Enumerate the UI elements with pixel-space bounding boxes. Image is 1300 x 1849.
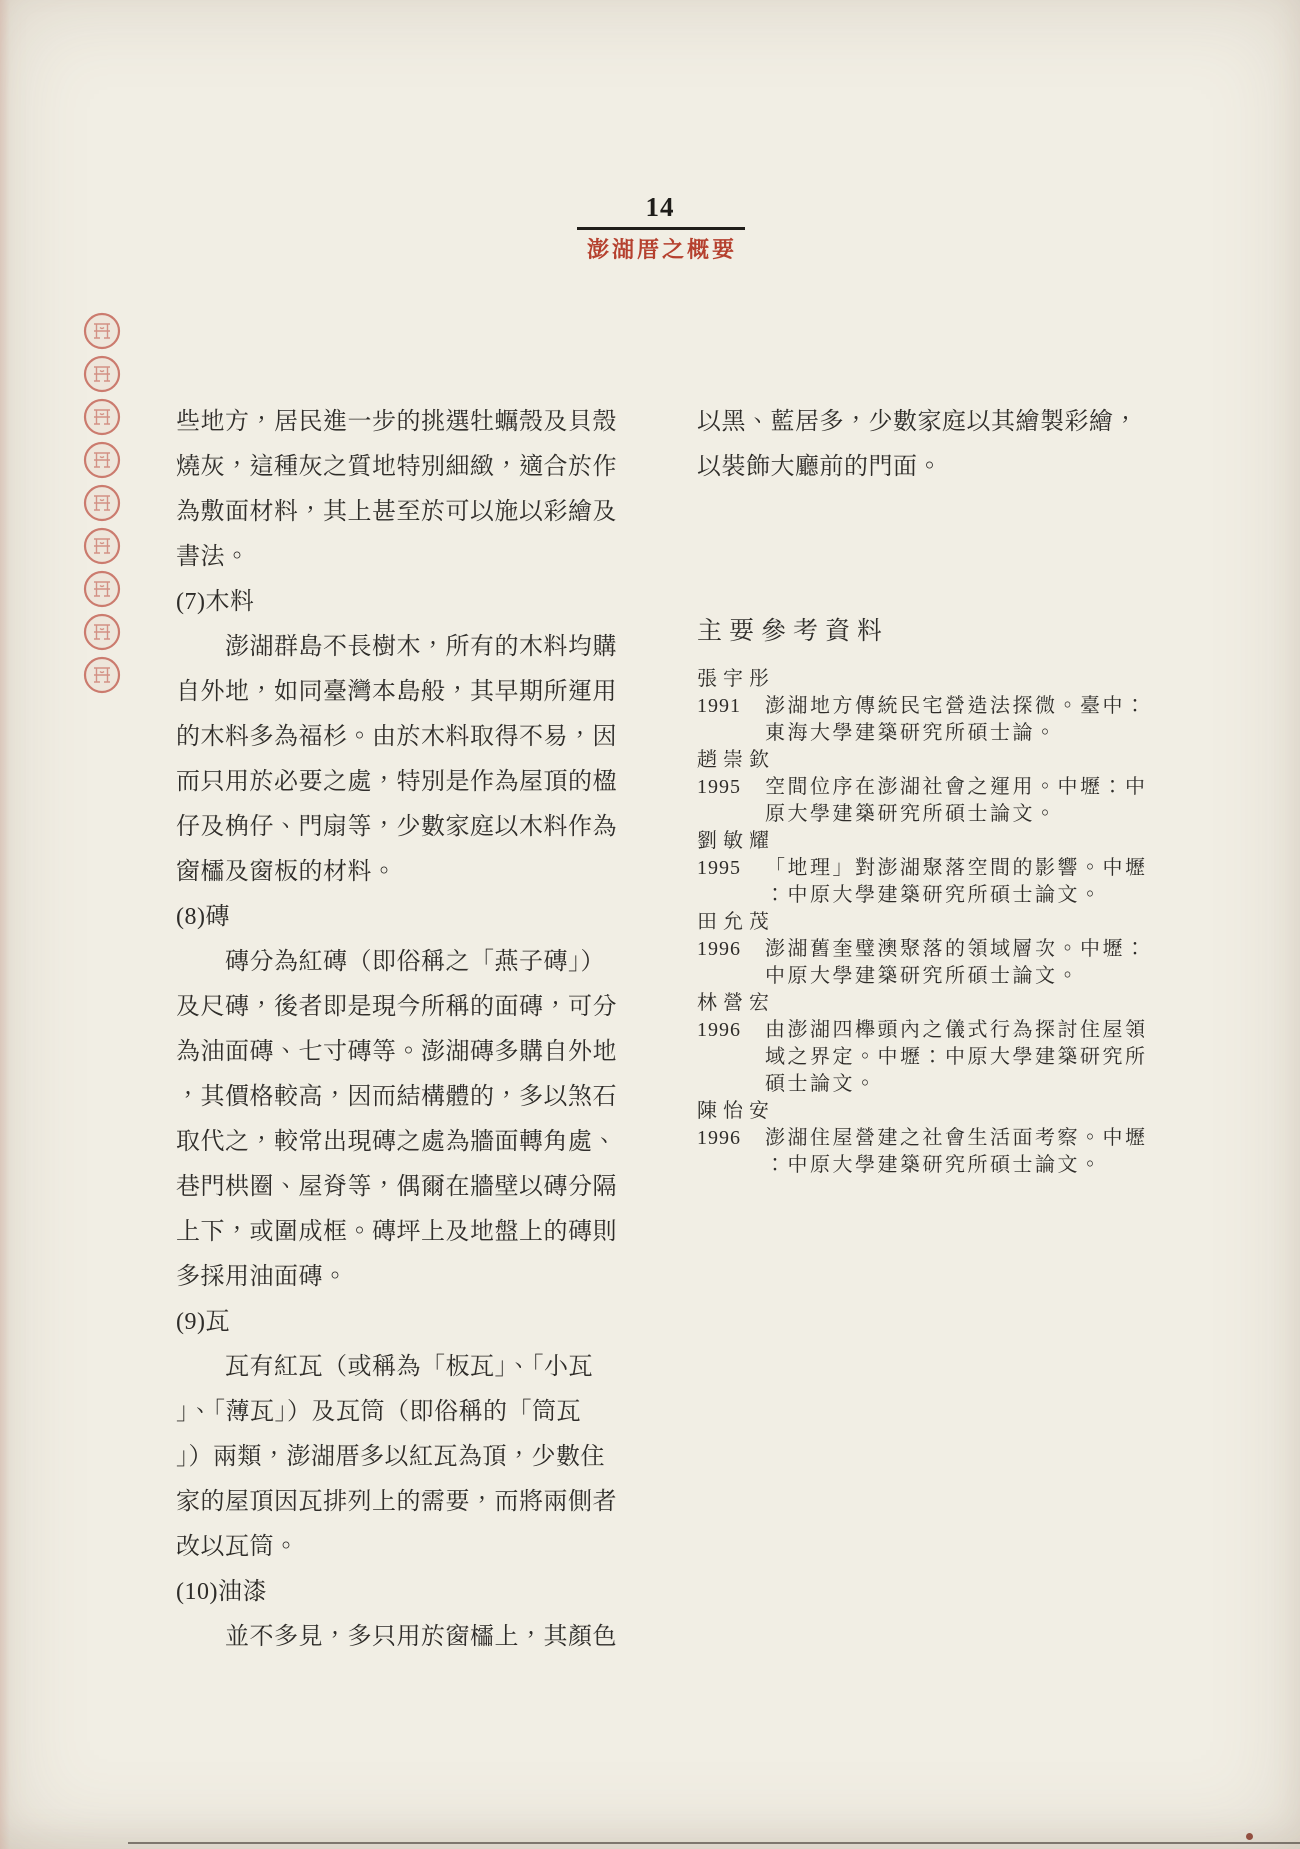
right-text-column bbox=[697, 400, 1148, 1179]
reference-year: 1996 bbox=[697, 1019, 741, 1041]
reference-text-line: 域之界定。中壢：中原大學建築研究所 bbox=[765, 1046, 1148, 1068]
reference-text bbox=[765, 1017, 1148, 1098]
seal-stamp-icon bbox=[83, 656, 121, 694]
right-paragraph bbox=[697, 400, 1145, 490]
text-line: 巷門栱圈、屋脊等，偶爾在牆壁以磚分隔 bbox=[176, 1174, 617, 1200]
reference-entry bbox=[697, 747, 1148, 828]
text-line: 些地方，居民進一步的挑選牡蠣殼及貝殼 bbox=[176, 409, 617, 435]
scan-bottom-edge bbox=[128, 1842, 1300, 1844]
text-line: 仔及桷仔、門扇等，少數家庭以木料作為 bbox=[176, 814, 617, 840]
reference-author: 陳怡安 bbox=[697, 1100, 775, 1122]
seal-stamp-icon bbox=[83, 570, 121, 608]
text-line: ，其價格較高，因而結構體的，多以煞石 bbox=[176, 1084, 617, 1110]
left-text-column bbox=[176, 400, 616, 1660]
text-line: 家的屋頂因瓦排列上的需要，而將兩側者 bbox=[176, 1489, 617, 1515]
reference-author: 林營宏 bbox=[697, 992, 775, 1014]
seal-ornament-column bbox=[83, 312, 123, 694]
seal-stamp-icon bbox=[83, 398, 121, 436]
reference-author: 劉敏耀 bbox=[697, 830, 775, 852]
text-line: 以黑、藍居多，少數家庭以其繪製彩繪， bbox=[697, 409, 1138, 435]
reference-text-line: 東海大學建築研究所碩士論。 bbox=[765, 722, 1058, 744]
references-list bbox=[697, 666, 1148, 1179]
references-heading: 主要參考資料 bbox=[697, 618, 890, 645]
reference-text-line: 澎湖舊奎璧澳聚落的領域層次。中壢： bbox=[765, 938, 1148, 960]
text-line: 自外地，如同臺灣本島般，其早期所運用 bbox=[176, 679, 617, 705]
reference-year: 1995 bbox=[697, 776, 741, 798]
seal-stamp-icon bbox=[83, 355, 121, 393]
header-rule bbox=[577, 227, 745, 230]
page-number: 14 bbox=[645, 192, 675, 222]
text-line: 為敷面材料，其上甚至於可以施以彩繪及 bbox=[176, 499, 617, 525]
reference-text-line: 碩士論文。 bbox=[765, 1073, 878, 1095]
scan-corner-mark bbox=[1246, 1833, 1253, 1840]
text-line: 燒灰，這種灰之質地特別細緻，適合於作 bbox=[176, 454, 617, 480]
seal-stamp-icon bbox=[83, 527, 121, 565]
reference-text-line: 「地理」對澎湖聚落空間的影響。中壢 bbox=[765, 857, 1148, 879]
reference-year: 1995 bbox=[697, 857, 741, 879]
text-line: 」、「薄瓦」）及瓦筒（即俗稱的「筒瓦 bbox=[176, 1399, 581, 1425]
reference-row bbox=[697, 1017, 1148, 1098]
reference-text bbox=[765, 936, 1148, 990]
reference-text-line: 由澎湖四櫸頭內之儀式行為探討住屋領 bbox=[765, 1019, 1148, 1041]
reference-text bbox=[765, 693, 1148, 747]
text-line: 上下，或圍成框。磚坪上及地盤上的磚則 bbox=[176, 1219, 617, 1245]
text-line: 磚分為紅磚（即俗稱之「燕子磚」） bbox=[176, 949, 605, 975]
section-heading: (8)磚 bbox=[176, 904, 230, 930]
reference-entry bbox=[697, 666, 1148, 747]
reference-text bbox=[765, 855, 1148, 909]
reference-author: 趙崇欽 bbox=[697, 749, 775, 771]
text-line: 並不多見，多只用於窗櫺上，其顏色 bbox=[176, 1624, 617, 1650]
reference-text-line: 中原大學建築研究所碩士論文。 bbox=[765, 965, 1080, 987]
reference-entry bbox=[697, 828, 1148, 909]
text-line: 而只用於必要之處，特別是作為屋頂的楹 bbox=[176, 769, 617, 795]
reference-entry bbox=[697, 990, 1148, 1098]
seal-stamp-icon bbox=[83, 441, 121, 479]
seal-stamp-icon bbox=[83, 312, 121, 350]
reference-entry bbox=[697, 1098, 1148, 1179]
text-line: 及尺磚，後者即是現今所稱的面磚，可分 bbox=[176, 994, 617, 1020]
section-heading: (10)油漆 bbox=[176, 1579, 267, 1605]
reference-text bbox=[765, 774, 1148, 828]
reference-entry bbox=[697, 909, 1148, 990]
reference-year: 1991 bbox=[697, 695, 741, 717]
page-title: 澎湖厝之概要 bbox=[586, 237, 737, 262]
reference-year: 1996 bbox=[697, 1127, 741, 1149]
reference-text-line: 澎湖地方傳統民宅營造法探微。臺中： bbox=[765, 695, 1148, 717]
reference-row bbox=[697, 936, 1148, 990]
reference-year: 1996 bbox=[697, 938, 741, 960]
text-line: 瓦有紅瓦（或稱為「板瓦」、「小瓦 bbox=[176, 1354, 593, 1380]
reference-author: 張宇彤 bbox=[697, 668, 775, 690]
reference-text-line: 澎湖住屋營建之社會生活面考察。中壢 bbox=[765, 1127, 1148, 1149]
reference-text-line: 原大學建築研究所碩士論文。 bbox=[765, 803, 1058, 825]
reference-text bbox=[765, 1125, 1148, 1179]
text-line: 書法。 bbox=[176, 544, 250, 570]
reference-row bbox=[697, 855, 1148, 909]
text-line: 以裝飾大廳前的門面。 bbox=[697, 454, 942, 480]
reference-row bbox=[697, 693, 1148, 747]
text-line: 為油面磚、七寸磚等。澎湖磚多購自外地 bbox=[176, 1039, 617, 1065]
reference-text-line: ：中原大學建築研究所碩士論文。 bbox=[765, 1154, 1103, 1176]
seal-stamp-icon bbox=[83, 484, 121, 522]
seal-stamp-icon bbox=[83, 613, 121, 651]
text-line: 取代之，較常出現磚之處為牆面轉角處、 bbox=[176, 1129, 617, 1155]
reference-text-line: 空間位序在澎湖社會之運用。中壢：中 bbox=[765, 776, 1148, 798]
text-line: 的木料多為福杉。由於木料取得不易，因 bbox=[176, 724, 617, 750]
reference-author: 田允茂 bbox=[697, 911, 775, 933]
scan-edge-artifact bbox=[0, 0, 10, 1849]
section-heading: (9)瓦 bbox=[176, 1309, 230, 1335]
reference-row bbox=[697, 774, 1148, 828]
reference-row bbox=[697, 1125, 1148, 1179]
text-line: 」）兩類，澎湖厝多以紅瓦為頂，少數住 bbox=[176, 1444, 605, 1470]
reference-text-line: ：中原大學建築研究所碩士論文。 bbox=[765, 884, 1103, 906]
section-heading: (7)木料 bbox=[176, 589, 255, 615]
text-line: 澎湖群島不長樹木，所有的木料均購 bbox=[176, 634, 617, 660]
text-line: 改以瓦筒。 bbox=[176, 1534, 299, 1560]
text-line: 多採用油面磚。 bbox=[176, 1264, 348, 1290]
text-line: 窗櫺及窗板的材料。 bbox=[176, 859, 397, 885]
